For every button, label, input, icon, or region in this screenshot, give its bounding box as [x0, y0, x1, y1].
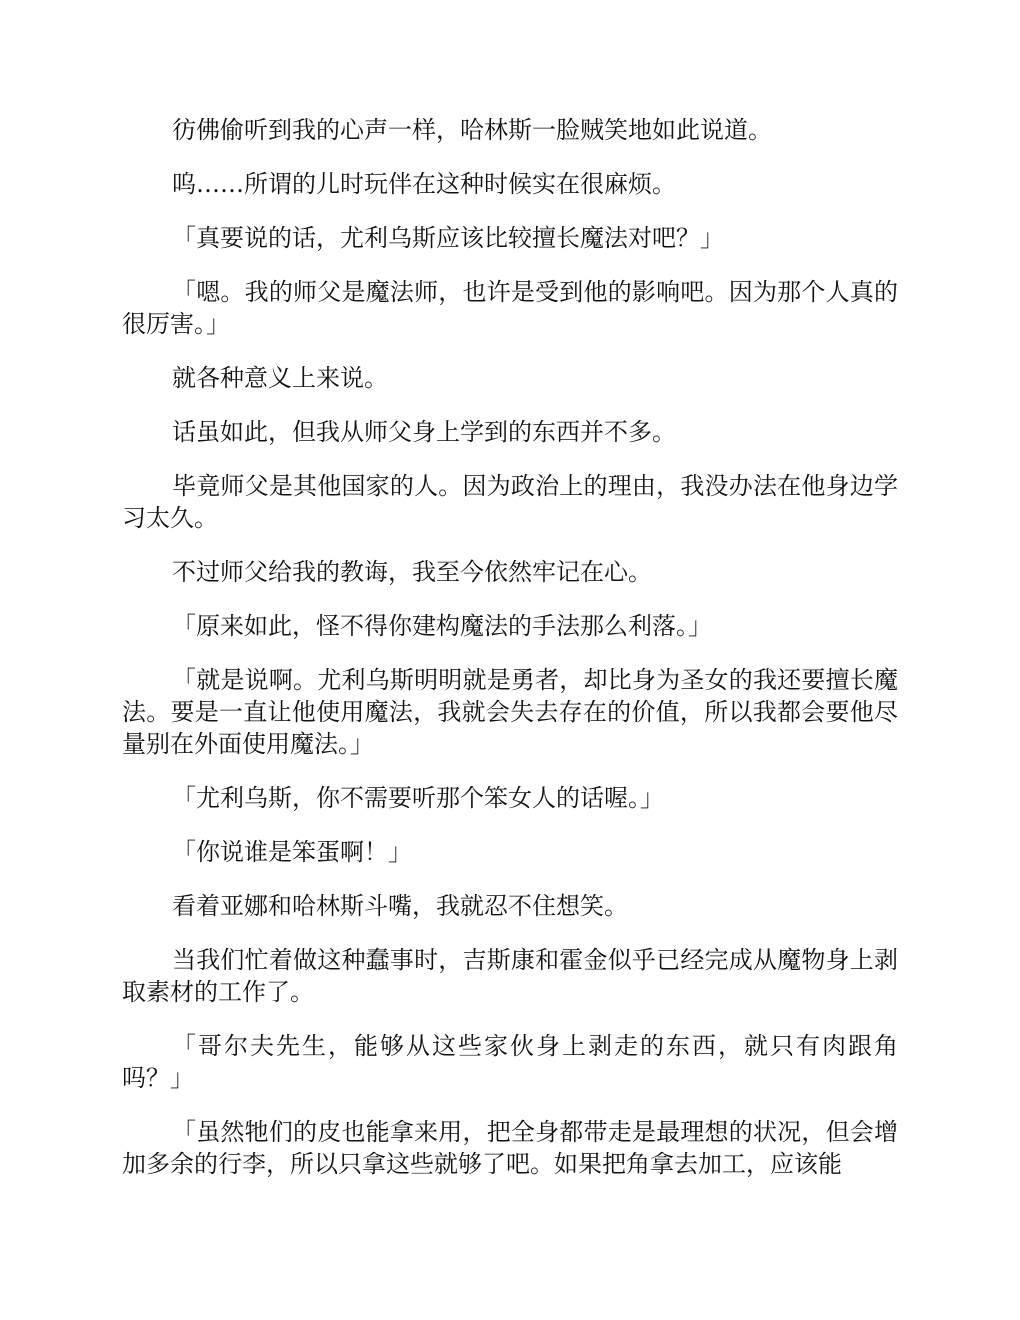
paragraph: 看着亚娜和哈林斯斗嘴，我就忍不住想笑。 [172, 892, 628, 920]
paragraph: 「虽然牠们的皮也能拿来用，把全身都带走是最理想的状况，但会增加多余的行李，所以只拿这些就够了吧。如果把角拿去加工，应该能 [122, 1118, 898, 1178]
paragraph: 「尤利乌斯，你不需要听那个笨女人的话喔。」 [172, 784, 664, 812]
paragraph: 毕竟师父是其他国家的人。因为政治上的理由，我没办法在他身边学习太久。 [122, 472, 898, 532]
paragraph: 「就是说啊。尤利乌斯明明就是勇者，却比身为圣女的我还要擅长魔法。要是一直让他使用魔法，我就会失去存在的价值，所以我都会要他尽量别在外面使用魔法。」 [122, 666, 898, 758]
paragraph: 「嗯。我的师父是魔法师，也许是受到他的影响吧。因为那个人真的很厉害。」 [122, 278, 898, 338]
paragraph: 「原来如此，怪不得你建构魔法的手法那么利落。」 [172, 612, 712, 640]
paragraph: 「哥尔夫先生，能够从这些家伙身上剥走的东西，就只有肉跟角吗？」 [122, 1032, 898, 1092]
paragraph: 「真要说的话，尤利乌斯应该比较擅长魔法对吧？」 [172, 224, 724, 252]
paragraph: 彷佛偷听到我的心声一样，哈林斯一脸贼笑地如此说道。 [172, 116, 772, 144]
paragraph: 当我们忙着做这种蠢事时，吉斯康和霍金似乎已经完成从魔物身上剥取素材的工作了。 [122, 946, 898, 1006]
body-text [122, 114, 898, 1202]
paragraph: 呜……所谓的儿时玩伴在这种时候实在很麻烦。 [172, 170, 676, 198]
paragraph: 话虽如此，但我从师父身上学到的东西并不多。 [172, 418, 676, 446]
paragraph: 不过师父给我的教诲，我至今依然牢记在心。 [172, 558, 652, 586]
paragraph: 就各种意义上来说。 [172, 364, 388, 392]
paragraph: 「你说谁是笨蛋啊！」 [172, 838, 412, 866]
